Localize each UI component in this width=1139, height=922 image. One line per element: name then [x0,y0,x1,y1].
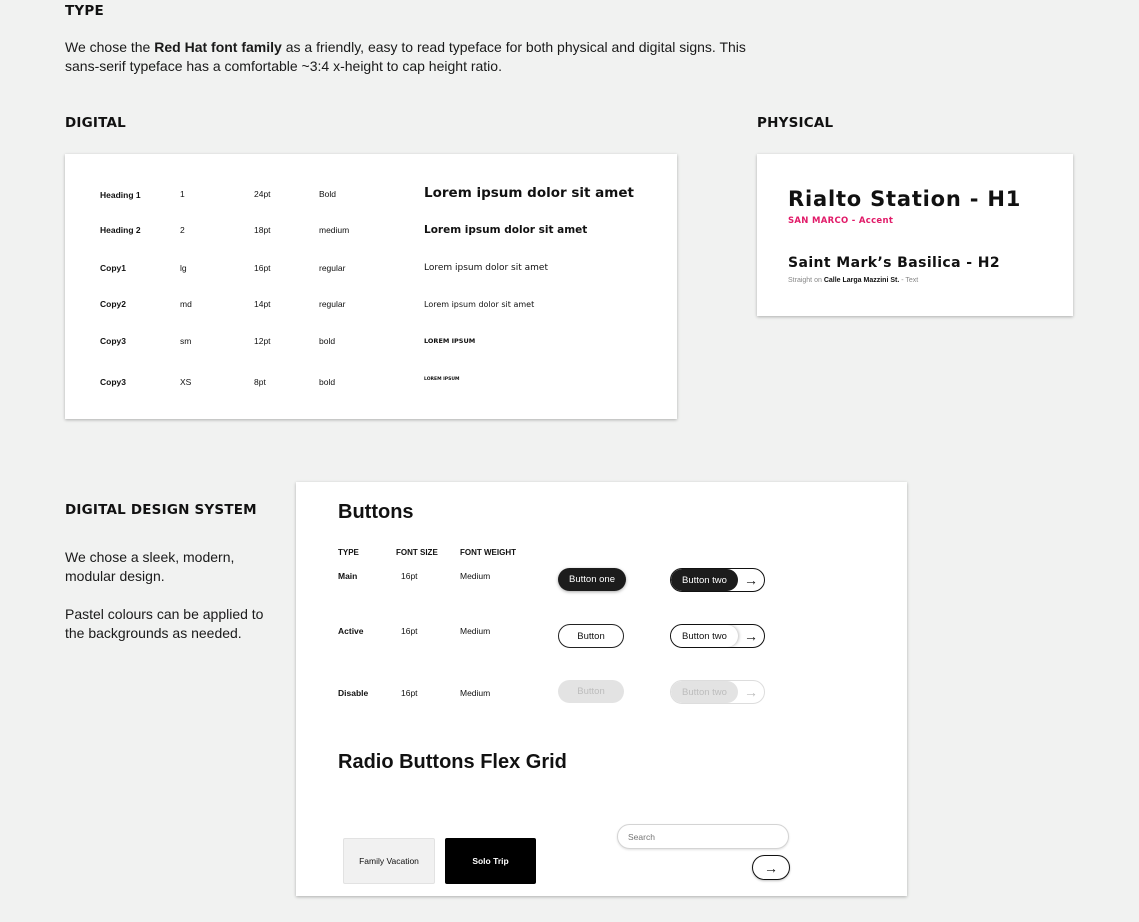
ds-para1-line2: modular design. [65,568,165,584]
type-name: Heading 1 [100,190,141,200]
type-intro [65,38,785,76]
type-weight: regular [319,263,346,273]
type-num: 1 [180,189,185,199]
button-active[interactable]: Button [558,624,624,648]
type-num: sm [180,336,192,346]
arrow-right-icon: → [744,628,758,644]
row-type-active: Active [338,626,364,636]
arrow-right-icon: → [744,572,758,588]
row-weight: Medium [460,626,491,636]
type-row-heading2 [65,224,677,244]
design-system-title: DIGITAL DESIGN SYSTEM [65,502,257,518]
type-intro-line2: sans-serif typeface has a comfortable ~3:4 x-height to cap height ratio. [65,58,502,74]
ds-para2-line2: the backgrounds as needed. [65,625,242,641]
physical-text-pre: Straight on [788,277,824,284]
type-sample: Lorem ipsum dolor sit amet [424,185,634,201]
button-two-label: Button two [671,569,738,591]
type-weight: regular [319,299,346,309]
physical-accent: SAN MARCO - Accent [788,216,894,226]
ds-para2-line1: Pastel colours can be applied to [65,606,264,622]
row-size: 16pt [401,626,418,636]
physical-h2: Saint Mark’s Basilica - H2 [788,255,1000,271]
row-size: 16pt [401,688,418,698]
type-num: XS [180,377,192,387]
physical-text-bold: Calle Larga Mazzini St. [823,277,900,284]
type-row-copy2 [65,298,677,318]
physical-text-post: - Text [899,277,919,284]
button-two-active[interactable] [670,624,765,648]
type-row-copy3-xs [65,376,677,396]
physical-h1: Rialto Station - H1 [788,187,1022,211]
type-weight: Bold [319,189,337,199]
type-sample: LOREM IPSUM [424,337,476,345]
type-size: 18pt [254,225,271,235]
physical-text [788,277,918,284]
type-size: 14pt [254,299,271,309]
search-submit-button[interactable] [752,855,790,880]
type-sample: Lorem ipsum dolor sit amet [424,300,535,309]
buttons-card [296,482,907,896]
col-head-type: TYPE [338,548,359,557]
type-sample: Lorem ipsum dolor sit amet [424,224,588,236]
ds-para1-line1: We chose a sleek, modern, [65,549,235,565]
digital-type-card [65,154,677,419]
arrow-right-icon: → [764,859,778,876]
button-one-main[interactable]: Button one [558,568,626,591]
row-type-main: Main [338,571,358,581]
type-num: lg [180,263,187,273]
radio-heading: Radio Buttons Flex Grid [338,751,567,773]
type-num: md [180,299,192,309]
physical-type-card [757,154,1073,316]
type-name: Copy3 [100,336,126,346]
font-family-name: Red Hat font family [154,39,282,55]
type-weight: bold [319,336,336,346]
type-section-title: TYPE [65,3,104,19]
button-disabled[interactable]: Button [558,680,624,703]
type-size: 16pt [254,263,271,273]
radio-option-family-vacation[interactable]: Family Vacation [343,838,435,884]
type-name: Copy1 [100,263,126,273]
type-intro-post: as a friendly, easy to read typeface for both physical and digital signs. This [281,39,746,55]
button-two-label: Button two [671,625,738,647]
type-weight: medium [319,225,350,235]
row-size: 16pt [401,571,418,581]
type-row-heading1 [65,185,677,208]
row-weight: Medium [460,571,491,581]
type-weight: bold [319,377,336,387]
row-type-disable: Disable [338,688,369,698]
type-sample: Lorem ipsum dolor sit amet [424,263,548,273]
row-weight: Medium [460,688,491,698]
button-two-label: Button two [671,681,738,703]
physical-title: PHYSICAL [757,115,834,131]
button-two-main[interactable] [670,568,765,592]
search-input[interactable] [617,824,789,849]
type-name: Copy3 [100,377,126,387]
type-row-copy3-sm [65,335,677,355]
type-size: 8pt [254,377,266,387]
type-row-copy1 [65,262,677,282]
col-head-font-weight: FONT WEIGHT [460,548,516,557]
radio-option-solo-trip[interactable]: Solo Trip [445,838,536,884]
arrow-right-icon: → [744,684,758,700]
button-two-disabled[interactable] [670,680,765,704]
col-head-font-size: FONT SIZE [396,548,438,557]
type-size: 12pt [254,336,271,346]
type-num: 2 [180,225,185,235]
buttons-heading: Buttons [338,501,414,523]
type-sample: LOREM IPSUM [424,377,460,382]
type-name: Heading 2 [100,225,141,235]
type-size: 24pt [254,189,271,199]
type-intro-pre: We chose the [65,39,155,55]
digital-title: DIGITAL [65,115,126,131]
type-name: Copy2 [100,299,126,309]
design-system-desc [65,548,285,643]
